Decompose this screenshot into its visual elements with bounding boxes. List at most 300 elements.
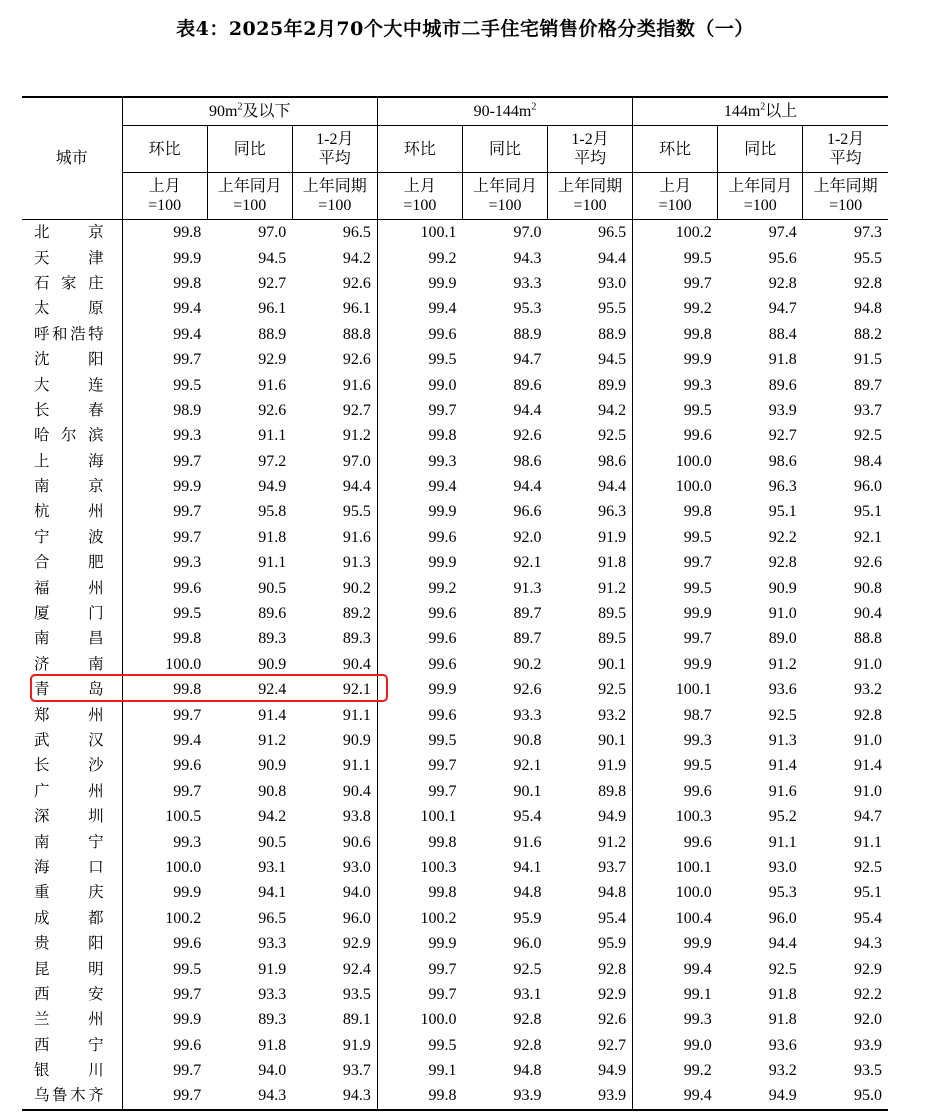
index-value: 91.2 [768,655,797,673]
index-value: 95.4 [598,909,627,927]
index-value: 99.5 [377,1033,462,1058]
table-row [22,1083,888,1109]
index-value: 99.7 [122,1083,207,1109]
measure-header: 同比 [207,126,292,173]
index-value: 96.3 [768,478,797,496]
table-row [22,220,888,246]
index-value: 96.0 [342,909,371,927]
index-value: 93.7 [598,858,627,876]
index-value: 94.8 [854,300,882,318]
index-value: 96.5 [342,224,371,242]
index-value: 91.1 [768,833,797,851]
index-value: 97.4 [768,224,797,242]
city-name: 长春 [34,400,104,419]
index-value: 93.5 [854,1062,882,1080]
index-value: 94.9 [258,478,287,496]
index-value: 93.0 [598,274,627,292]
index-value: 99.5 [377,728,462,753]
index-value: 99.7 [633,550,718,575]
index-value: 99.7 [122,779,207,804]
index-value: 92.5 [768,960,797,978]
index-value: 100.2 [122,906,207,931]
index-value: 99.6 [633,829,718,854]
index-value: 99.6 [122,931,207,956]
index-value: 96.0 [768,909,797,927]
index-value: 92.2 [854,985,882,1003]
header-row-groups [22,97,888,126]
index-value: 93.3 [258,985,287,1003]
header-row-measures [22,126,888,173]
index-value: 88.9 [513,325,542,343]
index-value: 92.9 [342,935,371,953]
index-value: 92.0 [854,1011,882,1029]
index-value: 91.0 [854,732,882,749]
group-header-2: $90-144m^2$ [377,97,632,126]
city-name: 广州 [34,781,104,800]
index-value: 91.8 [258,1036,287,1054]
index-value: 90.4 [342,655,371,673]
index-value: 90.5 [258,579,287,597]
index-value: 89.7 [513,630,542,648]
index-value: 100.1 [377,220,462,246]
index-value: 93.3 [258,935,287,953]
index-value: 98.6 [598,452,627,470]
index-value: 91.6 [768,782,797,800]
index-value: 100.5 [122,804,207,829]
index-value: 93.2 [854,681,882,699]
index-value: 99.8 [377,829,462,854]
index-value: 91.1 [342,757,371,775]
price-index-table [22,96,888,1111]
index-value: 100.3 [377,855,462,880]
city-name: 郑州 [34,705,104,724]
index-value: 99.8 [377,423,462,448]
index-value: 93.8 [342,808,371,826]
index-value: 99.7 [122,702,207,727]
city-column-header: 城市 [22,97,122,220]
index-value: 95.1 [854,503,882,521]
table-row [22,271,888,296]
index-value: 92.8 [768,274,797,292]
index-value: 92.1 [342,681,371,699]
index-value: 90.9 [258,655,287,673]
table-row [22,779,888,804]
index-value: 97.2 [258,452,287,470]
index-value: 91.9 [598,528,627,546]
table-row [22,753,888,778]
index-value: 90.9 [768,579,797,597]
index-value: 94.8 [513,884,542,902]
base-header: 上年同期 =100 [548,173,633,220]
index-value: 99.5 [122,601,207,626]
index-value: 89.3 [342,630,371,648]
index-value: 92.5 [854,427,882,445]
index-value: 99.0 [377,372,462,397]
index-value: 100.2 [377,906,462,931]
index-value: 95.9 [513,909,542,927]
index-value: 99.9 [377,499,462,524]
city-name: 呼和浩特 [34,324,104,343]
index-value: 92.6 [598,1011,627,1029]
index-value: 92.6 [854,554,882,572]
index-value: 92.7 [598,1036,627,1054]
index-value: 92.8 [513,1036,542,1054]
index-value: 92.2 [768,528,797,546]
index-value: 92.8 [768,554,797,572]
index-value: 99.9 [122,880,207,905]
index-value: 92.5 [598,427,627,445]
index-value: 99.8 [633,322,718,347]
index-value: 90.6 [342,833,371,851]
city-name: 长沙 [34,756,104,775]
index-value: 91.6 [342,376,371,394]
index-value: 94.5 [598,351,627,369]
index-value: 99.7 [122,499,207,524]
index-value: 94.2 [342,249,371,267]
table-row [22,626,888,651]
index-value: 94.9 [598,808,627,826]
index-value: 93.3 [513,274,542,292]
index-value: 92.4 [258,681,287,699]
index-value: 96.6 [513,503,542,521]
index-value: 99.3 [122,423,207,448]
index-value: 100.0 [633,880,718,905]
index-value: 99.4 [122,728,207,753]
index-value: 90.1 [598,655,627,673]
city-name: 上海 [34,451,104,470]
index-value: 99.3 [122,550,207,575]
index-value: 96.0 [854,478,882,496]
index-value: 92.9 [598,985,627,1003]
index-value: 99.5 [377,347,462,372]
index-value: 97.0 [258,224,287,242]
index-value: 99.7 [122,982,207,1007]
table-row [22,1007,888,1032]
index-value: 99.7 [633,271,718,296]
table-row [22,322,888,347]
index-value: 98.4 [854,452,882,470]
index-value: 91.8 [258,528,287,546]
index-value: 99.8 [122,220,207,246]
city-name: 青岛 [34,680,104,699]
index-value: 99.3 [633,1007,718,1032]
city-name: 西宁 [34,1035,104,1054]
index-value: 91.0 [854,655,882,673]
index-value: 99.6 [377,525,462,550]
index-value: 89.7 [854,376,882,394]
index-value: 100.4 [633,906,718,931]
index-value: 96.1 [342,300,371,318]
index-value: 99.9 [122,474,207,499]
index-value: 99.2 [633,296,718,321]
index-value: 99.7 [122,449,207,474]
index-value: 97.0 [342,452,371,470]
index-value: 96.5 [258,909,287,927]
index-value: 94.3 [854,935,882,953]
index-value: 91.1 [258,427,287,445]
index-value: 95.2 [768,808,797,826]
index-value: 99.4 [122,322,207,347]
index-value: 98.6 [513,452,542,470]
index-value: 94.4 [513,401,542,419]
measure-header: 同比 [718,126,803,173]
index-value: 92.4 [342,960,371,978]
city-name: 武汉 [34,731,104,749]
index-value: 99.8 [633,499,718,524]
index-value: 99.2 [633,1058,718,1083]
index-value: 88.2 [854,325,882,343]
index-value: 95.4 [854,909,882,927]
index-value: 94.1 [258,884,287,902]
measure-header: 环比 [377,126,462,173]
index-value: 91.8 [768,1011,797,1029]
index-value: 99.1 [633,982,718,1007]
table-row [22,1058,888,1083]
page-title: 表4：2025年2月70个大中城市二手住宅销售价格分类指数（一） [176,18,754,40]
city-name: 福州 [34,578,104,597]
base-header: 上月 =100 [377,173,462,220]
index-value: 95.5 [854,249,882,267]
index-value: 94.4 [513,478,542,496]
index-value: 91.6 [258,376,287,394]
index-value: 93.6 [768,1036,797,1054]
index-value: 95.5 [342,503,371,521]
index-value: 99.5 [122,372,207,397]
index-value: 99.7 [377,956,462,981]
index-value: 95.3 [768,884,797,902]
index-value: 99.6 [377,652,462,677]
index-value: 92.6 [513,681,542,699]
city-name: 成都 [34,908,104,927]
city-name: 济南 [34,654,104,673]
index-value: 99.7 [377,753,462,778]
index-value: 91.9 [258,960,287,978]
city-name: 大连 [34,375,104,394]
index-value: 99.2 [377,575,462,600]
index-value: 99.6 [377,626,462,651]
city-name: 兰州 [34,1010,104,1029]
index-value: 91.6 [513,833,542,851]
city-name: 宁波 [34,527,104,546]
city-name: 太原 [34,299,104,318]
table-row [22,474,888,499]
measure-header: 同比 [462,126,547,173]
city-name: 沈阳 [34,350,104,369]
index-value: 99.7 [377,398,462,423]
city-name: 重庆 [34,883,104,902]
measure-header: 1-2月 平均 [548,126,633,173]
base-header: 上年同月 =100 [462,173,547,220]
index-value: 94.0 [258,1062,287,1080]
index-value: 99.8 [377,880,462,905]
index-value: 93.7 [342,1062,371,1080]
index-value: 95.9 [598,935,627,953]
index-value: 89.6 [768,376,797,394]
index-value: 93.2 [598,706,627,724]
city-name: 厦门 [34,604,104,623]
index-value: 92.7 [768,427,797,445]
index-value: 91.9 [598,757,627,775]
index-value: 93.7 [854,401,882,419]
index-value: 94.2 [258,808,287,826]
base-header: 上年同期 =100 [292,173,377,220]
index-value: 91.9 [342,1036,371,1054]
index-value: 94.3 [292,1083,377,1109]
index-value: 99.7 [122,1058,207,1083]
index-value: 89.5 [598,630,627,648]
index-value: 99.9 [633,347,718,372]
index-value: 100.0 [122,855,207,880]
group-header-1: $90m^2$及以下 [122,97,377,126]
header-row-bases [22,173,888,220]
index-value: 98.7 [633,702,718,727]
index-value: 99.4 [377,296,462,321]
index-value: 89.9 [598,376,627,394]
index-value: 99.9 [122,245,207,270]
measure-header: 环比 [122,126,207,173]
index-value: 99.6 [122,753,207,778]
table-row [22,601,888,626]
index-value: 99.5 [633,753,718,778]
table-row [22,1033,888,1058]
index-value: 95.6 [768,249,797,267]
city-name: 石家庄 [34,273,104,292]
index-value: 94.7 [768,300,797,318]
index-value: 89.2 [342,605,371,623]
table-row [22,423,888,448]
city-name: 深圳 [34,807,104,826]
index-value: 100.0 [633,449,718,474]
index-value: 91.1 [342,706,371,724]
index-value: 89.6 [513,376,542,394]
index-value: 93.9 [768,401,797,419]
city-name: 北京 [34,223,104,242]
index-value: 90.9 [258,757,287,775]
index-value: 91.2 [342,427,371,445]
table-row [22,499,888,524]
index-value: 99.8 [377,1083,462,1109]
index-value: 99.0 [633,1033,718,1058]
table-row [22,982,888,1007]
table-row [22,931,888,956]
index-value: 89.5 [598,605,627,623]
index-value: 92.1 [513,554,542,572]
index-value: 95.5 [598,300,627,318]
index-value: 99.9 [377,271,462,296]
index-value: 99.4 [633,956,718,981]
city-name: 乌鲁木齐 [22,1083,122,1109]
index-value: 92.7 [342,401,371,419]
index-value: 92.5 [513,960,542,978]
index-value: 99.6 [122,575,207,600]
table-row [22,575,888,600]
index-value: 92.6 [258,401,287,419]
city-name: 西安 [34,984,104,1003]
city-name: 南宁 [34,832,104,851]
index-value: 90.8 [513,732,542,749]
index-value: 96.1 [258,300,287,318]
index-value: 99.8 [122,677,207,702]
index-value: 94.3 [207,1083,292,1109]
index-value: 100.2 [633,220,718,246]
index-value: 93.6 [768,681,797,699]
index-value: 89.0 [768,630,797,648]
measure-header: 环比 [633,126,718,173]
index-value: 89.3 [258,630,287,648]
index-value: 90.2 [513,655,542,673]
base-header: 上年同月 =100 [207,173,292,220]
index-value: 94.1 [513,858,542,876]
index-value: 95.0 [803,1083,888,1109]
index-value: 99.7 [122,347,207,372]
index-value: 99.9 [122,1007,207,1032]
base-header: 上月 =100 [633,173,718,220]
index-value: 90.1 [598,732,627,749]
measure-header: 1-2月 平均 [803,126,888,173]
city-name: 合肥 [34,553,104,572]
table-row [22,702,888,727]
index-value: 91.1 [258,554,287,572]
table-row [22,296,888,321]
index-value: 100.0 [633,474,718,499]
index-value: 99.2 [377,245,462,270]
table-row [22,347,888,372]
index-value: 99.1 [377,1058,462,1083]
index-value: 99.5 [633,575,718,600]
table-body [22,220,888,1110]
index-value: 91.3 [513,579,542,597]
table-row [22,550,888,575]
index-value: 89.7 [513,605,542,623]
index-value: 99.7 [633,626,718,651]
index-value: 91.5 [854,351,882,369]
index-value: 99.6 [633,423,718,448]
index-value: 96.0 [513,935,542,953]
table-row [22,804,888,829]
index-value: 95.1 [768,503,797,521]
index-value: 100.0 [122,652,207,677]
table-row [22,829,888,854]
index-value: 94.3 [513,249,542,267]
group-header-3: $144m^2$以上 [633,97,888,126]
index-value: 95.3 [513,300,542,318]
index-value: 94.8 [598,884,627,902]
index-value: 99.5 [633,525,718,550]
index-value: 93.9 [462,1083,547,1109]
city-name: 海口 [34,857,104,876]
index-value: 94.4 [342,478,371,496]
city-name: 杭州 [34,502,104,521]
index-value: 91.8 [598,554,627,572]
city-name: 贵阳 [34,934,104,953]
index-value: 99.3 [122,829,207,854]
index-value: 91.2 [598,579,627,597]
index-value: 90.8 [258,782,287,800]
measure-header: 1-2月 平均 [292,126,377,173]
base-header: 上年同期 =100 [803,173,888,220]
index-value: 92.8 [513,1011,542,1029]
price-index-table-container [22,96,888,1111]
index-value: 92.9 [258,351,287,369]
index-value: 90.5 [258,833,287,851]
index-value: 99.6 [377,322,462,347]
index-value: 99.7 [377,982,462,1007]
index-value: 95.1 [854,884,882,902]
index-value: 99.9 [377,550,462,575]
table-row [22,880,888,905]
index-value: 91.3 [768,732,797,749]
index-value: 93.1 [513,985,542,1003]
